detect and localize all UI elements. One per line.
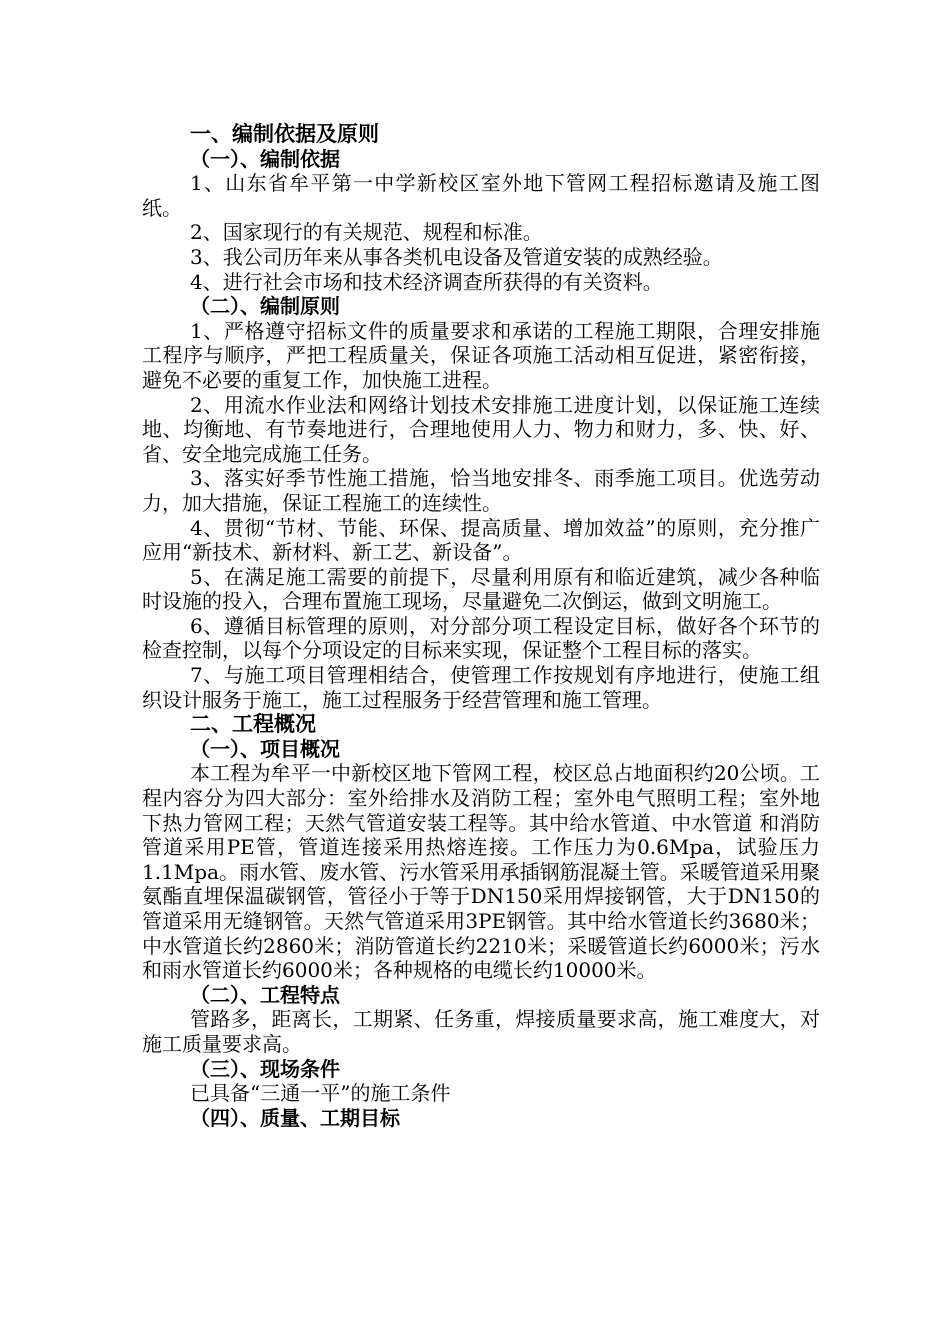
paragraph: 1、山东省牟平第一中学新校区室外地下管网工程招标邀请及施工图纸。 [142,171,820,220]
paragraph: 5、在满足施工需要的前提下，尽量利用原有和临近建筑，减少各种临时设施的投入，合理布置施工现场，尽量避免二次倒运，做到文明施工。 [142,564,820,614]
subsection-heading: （二）、编制原则 [190,294,340,319]
paragraph: 3、落实好季节性施工措施，恰当地安排冬、雨季施工项目。优选劳动力，加大措施，保证工程施工的连续性。 [142,466,820,515]
paragraph: 已具备“三通一平”的施工条件 [190,1081,451,1106]
subsection-heading: （三）、现场条件 [190,1056,340,1081]
paragraph: 4、贯彻“节材、节能、环保、提高质量、增加效益”的原则，充分推广应用“新技术、新材料、新工艺、新设备”。 [142,515,820,565]
paragraph: 2、用流水作业法和网络计划技术安排施工进度计划，以保证施工连续地、均衡地、有节奏地进行，合理地使用人力、物力和财力，多、快、好、省、安全地完成施工任务。 [142,392,820,466]
paragraph: 本工程为牟平一中新校区地下管网工程，校区总占地面积约20公顷。工程内容分为四大部分：室外给排水及消防工程；室外电气照明工程；室外地下热力管网工程；天然气管道安装工程等。其中给水管道、中水管道 和消防管道采用PE管，管道连接采用热熔连接。工作压力为0.6Mpa，试验压力1.1Mpa。雨水管、废水管、污水管采用承插钢筋混凝土管。采暖管道采用聚氨酯直埋保温碳钢管，管径小于等于DN150采用焊接钢管，大于DN150的管道采用无缝钢管。天然气管道采用3PE钢管。其中给水管道长约3680米；中水管道长约2860米；消防管道长约2210米；采暖管道长约6000米；污水和雨水管道长约6000米；各种规格的电缆长约10000米。 [142,761,820,983]
paragraph: 1、严格遵守招标文件的质量要求和承诺的工程施工期限，合理安排施工程序与顺序，严把工程质量关，保证各项施工活动相互促进，紧密衔接，避免不必要的重复工作，加快施工进程。 [142,318,820,392]
paragraph: 6、遵循目标管理的原则，对分部分项工程设定目标，做好各个环节的检查控制，以每个分项设定的目标来实现，保证整个工程目标的落实。 [142,613,820,663]
paragraph: 2、国家现行的有关规范、规程和标准。 [190,220,543,245]
subsection-heading: （一）、项目概况 [190,736,340,761]
section-heading: 二、工程概况 [190,712,316,737]
subsection-heading: （四）、质量、工期目标 [190,1105,400,1130]
subsection-heading: （一）、编制依据 [190,146,340,171]
paragraph: 3、我公司历年来从事各类机电设备及管道安装的成熟经验。 [190,244,723,269]
section-heading: 一、编制依据及原则 [190,122,379,146]
paragraph: 4、进行社会市场和技术经济调查所获得的有关资料。 [190,269,663,294]
paragraph: 7、与施工项目管理相结合，使管理工作按规划有序地进行，使施工组织设计服务于施工，施工过程服务于经营管理和施工管理。 [142,663,820,712]
subsection-heading: （二）、工程特点 [190,982,340,1007]
paragraph: 管路多，距离长，工期紧、任务重，焊接质量要求高，施工难度大，对施工质量要求高。 [142,1007,820,1056]
